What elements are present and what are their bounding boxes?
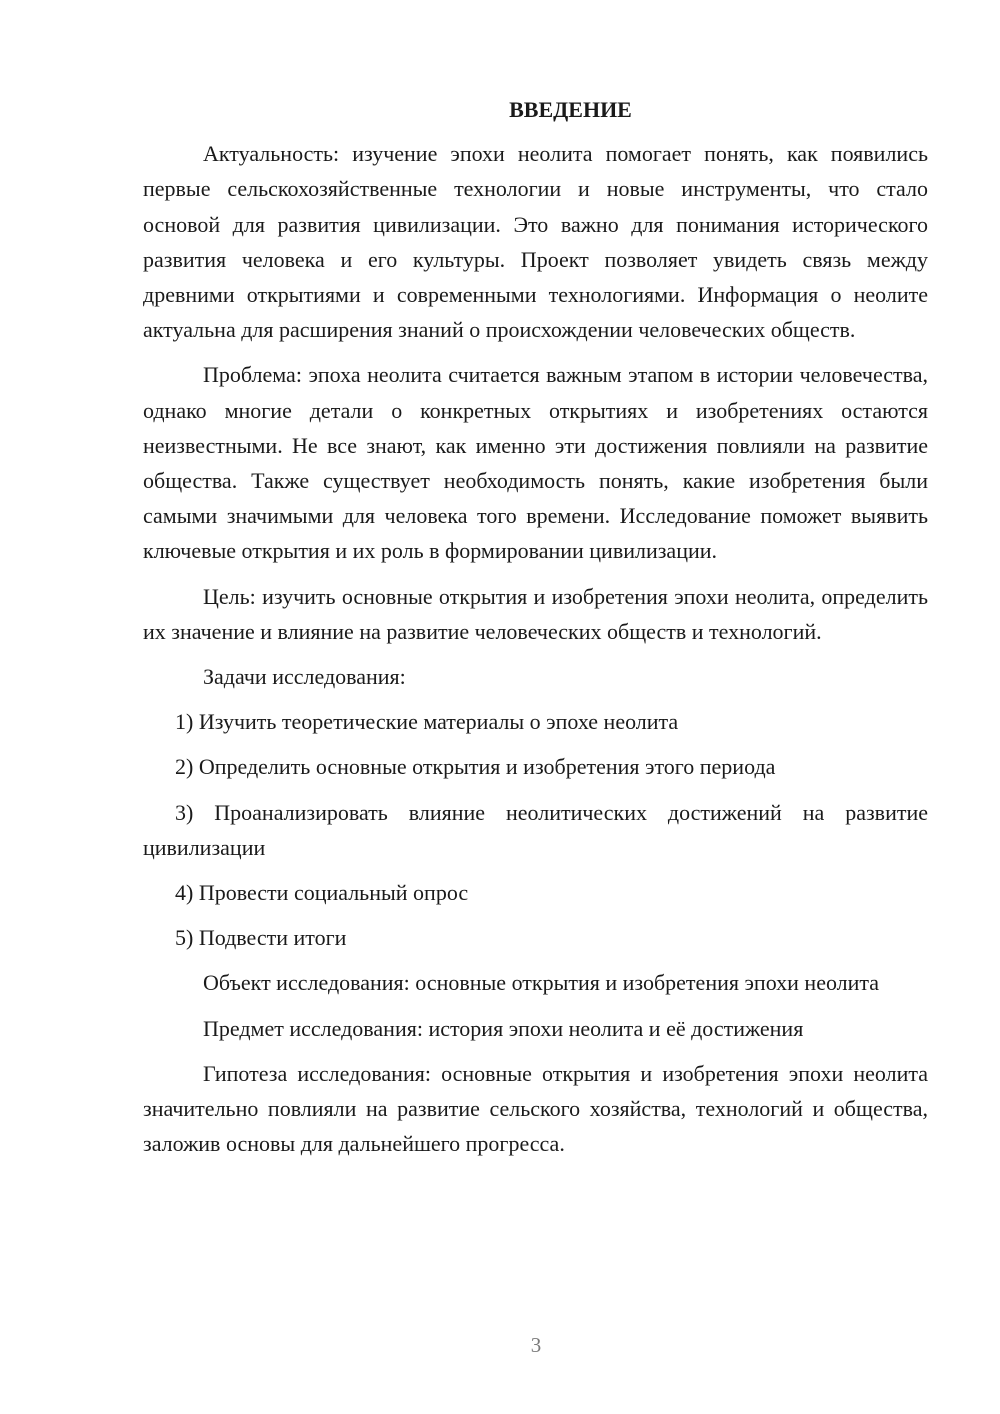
paragraph-hypothesis: Гипотеза исследования: основные открытия и изобретения эпохи неолита значительно повлияли на развитие сельского хозяйства, технологий и общества, заложив основы для дальнейшего прогресса. bbox=[143, 1060, 928, 1157]
paragraph-problem: Проблема: эпоха неолита считается важным этапом в истории человечества, однако многие детали о конкретных открытиях и изобретениях остаются неизвестными. Не все знают, как именно эти достижения повлияли на развитие общества. Также существует необходимость понять, какие изобретения были самыми значимыми для человека того времени. Исследование поможет выявить ключевые открытия и их роль в формировании цивилизации. bbox=[143, 362, 928, 564]
tasks-heading: Задачи исследования: bbox=[203, 664, 406, 690]
list-item: 5) Подвести итоги bbox=[175, 925, 347, 951]
list-item: 2) Определить основные открытия и изобретения этого периода bbox=[175, 754, 776, 780]
paragraph-object: Объект исследования: основные открытия и изобретения эпохи неолита bbox=[203, 970, 880, 996]
list-item: 4) Провести социальный опрос bbox=[175, 880, 469, 906]
document-page bbox=[143, 92, 928, 1171]
list-item: 3) Проанализировать влияние неолитических достижений на развитие цивилизации bbox=[143, 799, 928, 860]
paragraph-relevance: Актуальность: изучение эпохи неолита помогает понять, как появились первые сельскохозяйственные технологии и новые инструменты, что стало основой для развития цивилизации. Это важно для понимания исторического развития человека и его культуры. Проект позволяет увидеть связь между древними открытиями и современными технологиями. Информация о неолите актуальна для расширения знаний о происхождении человеческих обществ. bbox=[143, 141, 928, 343]
section-title: ВВЕДЕНИЕ bbox=[509, 97, 632, 122]
page-number: 3 bbox=[530, 1333, 542, 1357]
paragraph-goal: Цель: изучить основные открытия и изобретения эпохи неолита, определить их значение и влияние на развитие человеческих обществ и технологий. bbox=[143, 583, 928, 644]
paragraph-subject: Предмет исследования: история эпохи неолита и её достижения bbox=[203, 1015, 804, 1041]
list-item: 1) Изучить теоретические материалы о эпохе неолита bbox=[175, 709, 679, 735]
